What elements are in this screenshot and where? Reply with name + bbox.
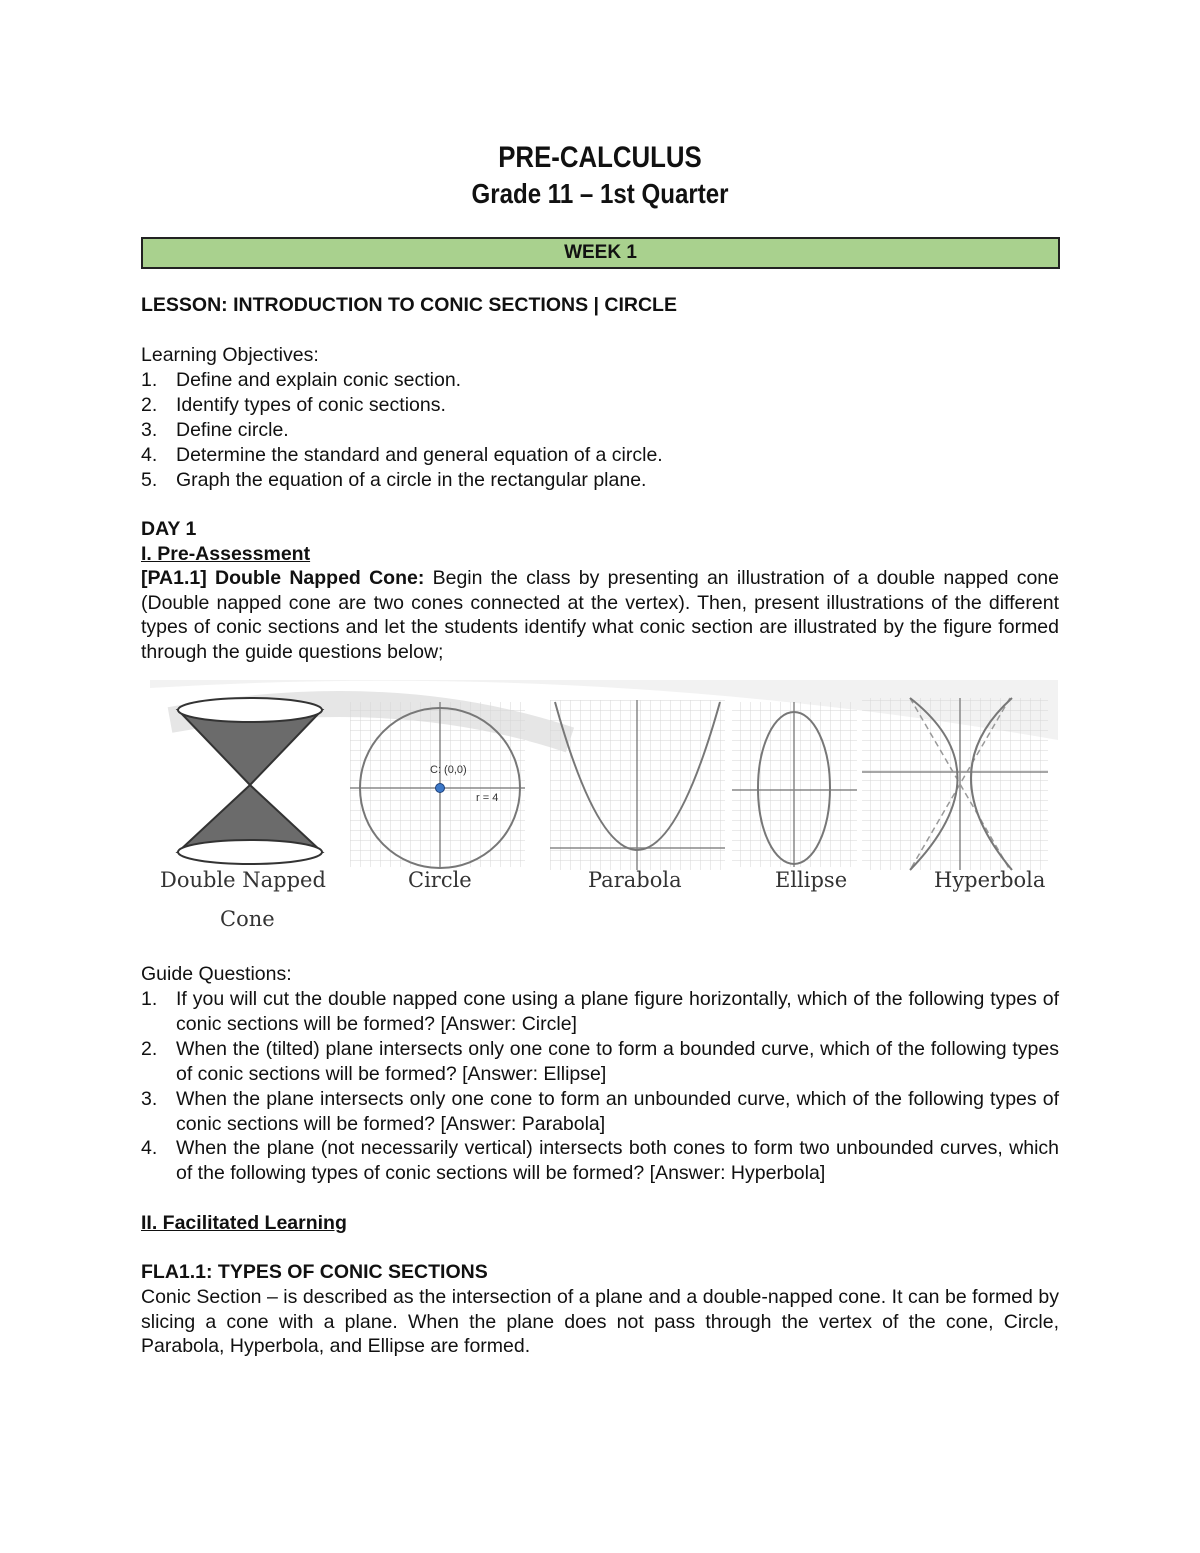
cone-label-line1: Double Napped bbox=[160, 868, 326, 892]
list-item: Graph the equation of a circle in the rectangular plane. bbox=[176, 469, 647, 491]
circle-center-label: C: (0,0) bbox=[430, 764, 467, 776]
circle-graph bbox=[350, 702, 525, 868]
objectives-heading: Learning Objectives: bbox=[141, 344, 319, 366]
conic-section-definition: Conic Section – is described as the intersection of a plane and a double-napped cone. It can be formed by slicing a cone with a plane. When the plane does not pass through the vertex of the cone, Circle, Parabola, Hyperbola, and Ellipse are formed. bbox=[141, 1286, 1059, 1358]
conic-sections-illustration bbox=[150, 680, 1058, 950]
week-banner: WEEK 1 bbox=[141, 237, 1060, 269]
facilitated-learning-heading: II. Facilitated Learning bbox=[141, 1212, 347, 1234]
pre-assessment-paragraph bbox=[141, 566, 1059, 664]
activity-label: [PA1.1] Double Napped Cone: bbox=[141, 567, 425, 589]
ellipse-graph bbox=[732, 702, 857, 867]
hyperbola-label: Hyperbola bbox=[934, 868, 1046, 892]
list-item-number: 5. bbox=[141, 469, 158, 491]
lesson-heading: LESSON: INTRODUCTION TO CONIC SECTIONS | CIRCLE bbox=[141, 294, 677, 316]
ellipse-label: Ellipse bbox=[775, 868, 848, 892]
parabola-graph bbox=[550, 700, 725, 870]
pre-assessment-heading: I. Pre-Assessment bbox=[141, 543, 311, 565]
list-item: Define circle. bbox=[176, 419, 289, 441]
list-item: When the (tilted) plane intersects only one cone to form a bounded curve, which of the following types of conic sections will be formed? [Answer: Ellipse] bbox=[176, 1038, 1059, 1085]
list-item: When the plane (not necessarily vertical) intersects both cones to form two unbounded curves, which of the following types of conic sections will be formed? [Answer: Hyperbola] bbox=[176, 1137, 1059, 1184]
activity-text: Begin the class by presenting an illustration of a double napped cone (Double napped cone are two cones connected at the vertex). Then, present illustrations of the different types of conic sections and let the students identify what conic section are illustrated by the figure formed through the guide questions below; bbox=[141, 567, 1059, 663]
conic-sections-figure bbox=[150, 680, 1058, 950]
list-item: Define and explain conic section. bbox=[176, 369, 462, 391]
circle-label: Circle bbox=[408, 868, 472, 892]
list-item-number: 4. bbox=[141, 1137, 158, 1159]
list-item-number: 3. bbox=[141, 1088, 158, 1110]
guide-questions-heading: Guide Questions: bbox=[141, 963, 292, 985]
list-item-number: 1. bbox=[141, 988, 158, 1010]
day-heading: DAY 1 bbox=[141, 518, 197, 540]
list-item-number: 3. bbox=[141, 419, 158, 441]
parabola-label: Parabola bbox=[588, 868, 682, 892]
list-item-number: 2. bbox=[141, 394, 158, 416]
list-item: Identify types of conic sections. bbox=[176, 394, 446, 416]
document-title: PRE-CALCULUS bbox=[498, 141, 702, 174]
list-item-number: 2. bbox=[141, 1038, 158, 1060]
document-subtitle: Grade 11 – 1st Quarter bbox=[471, 178, 729, 209]
double-napped-cone-drawing bbox=[178, 698, 322, 864]
hyperbola-graph bbox=[862, 698, 1048, 870]
list-item: Determine the standard and general equation of a circle. bbox=[176, 444, 663, 466]
list-item: When the plane intersects only one cone to form an unbounded curve, which of the following types of conic sections will be formed? [Answer: Parabola] bbox=[176, 1088, 1059, 1135]
list-item-number: 4. bbox=[141, 444, 158, 466]
cone-label-line2: Cone bbox=[220, 907, 275, 931]
list-item: If you will cut the double napped cone using a plane figure horizontally, which of the following types of conic sections will be formed? [Answer: Circle] bbox=[176, 988, 1059, 1035]
list-item-number: 1. bbox=[141, 369, 158, 391]
fla-heading: FLA1.1: TYPES OF CONIC SECTIONS bbox=[141, 1261, 488, 1283]
circle-radius-label: r = 4 bbox=[476, 792, 499, 804]
